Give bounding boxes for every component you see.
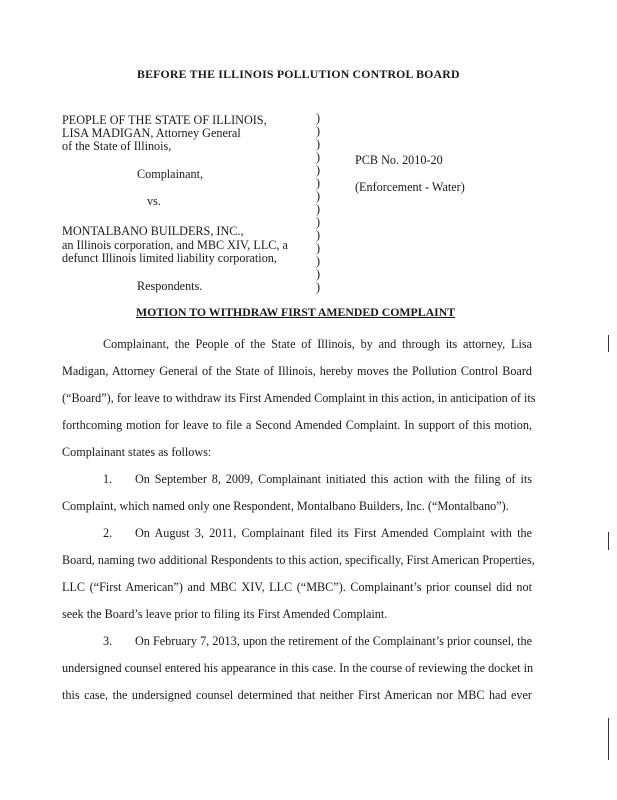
caption-bracket: ) bbox=[316, 163, 321, 177]
caption-bracket: ) bbox=[316, 241, 321, 255]
paragraph-2-line-1: On August 3, 2011, Complainant filed its First Amended Complaint with the bbox=[135, 526, 532, 540]
caption-bracket: ) bbox=[316, 111, 321, 125]
paragraph-3-line-3: this case, the undersigned counsel determined that neither First American nor MBC had ever bbox=[62, 688, 532, 702]
intro-line-4: forthcoming motion for leave to file a Second Amended Complaint. In support of this motion, bbox=[62, 418, 532, 432]
margin-revision-bar bbox=[608, 532, 609, 550]
caption-bracket: ) bbox=[316, 254, 321, 268]
paragraph-2-number: 2. bbox=[103, 526, 113, 540]
caption-bracket: ) bbox=[316, 137, 321, 151]
caption-vs: vs. bbox=[147, 194, 161, 208]
intro-line-5: Complainant states as follows: bbox=[62, 445, 212, 459]
caption-complainant-line-2: LISA MADIGAN, Attorney General bbox=[62, 126, 241, 140]
paragraph-2-line-3: LLC (“First American”) and MBC XIV, LLC (“MBC”). Complainant’s prior counsel did not bbox=[62, 580, 532, 594]
board-heading: BEFORE THE ILLINOIS POLLUTION CONTROL BOARD bbox=[137, 67, 460, 81]
intro-line-1: Complainant, the People of the State of Illinois, by and through its attorney, Lisa bbox=[103, 337, 532, 351]
caption-complainant-line-3: of the State of Illinois, bbox=[62, 139, 172, 153]
caption-bracket: ) bbox=[316, 215, 321, 229]
intro-line-2: Madigan, Attorney General of the State of Illinois, hereby moves the Pollution Control Board bbox=[62, 364, 532, 378]
caption-complainant-label: Complainant, bbox=[137, 167, 204, 181]
paragraph-1-line-2: Complaint, which named only one Respondent, Montalbano Builders, Inc. (“Montalbano”). bbox=[62, 499, 509, 513]
caption-respondent-line-1: MONTALBANO BUILDERS, INC., bbox=[62, 224, 244, 238]
paragraph-3-line-2: undersigned counsel entered his appearance in this case. In the course of reviewing the docket in bbox=[62, 661, 534, 675]
caption-bracket: ) bbox=[316, 228, 321, 242]
paragraph-1-line-1: On September 8, 2009, Complainant initiated this action with the filing of its bbox=[135, 472, 532, 486]
motion-title: MOTION TO WITHDRAW FIRST AMENDED COMPLAINT bbox=[136, 305, 456, 319]
caption-respondents-label: Respondents. bbox=[137, 279, 203, 293]
intro-line-3: (“Board”), for leave to withdraw its First Amended Complaint in this action, in anticipation of its bbox=[62, 391, 536, 405]
caption-respondent-line-3: defunct Illinois limited liability corporation, bbox=[62, 251, 277, 265]
paragraph-2-line-4: seek the Board’s leave prior to filing its First Amended Complaint. bbox=[62, 607, 388, 621]
caption-complainant-line-1: PEOPLE OF THE STATE OF ILLINOIS, bbox=[62, 113, 267, 127]
paragraph-3-number: 3. bbox=[103, 634, 113, 648]
caption-bracket: ) bbox=[316, 202, 321, 216]
caption-enforcement: (Enforcement - Water) bbox=[355, 180, 465, 194]
paragraph-3-line-1: On February 7, 2013, upon the retirement of the Complainant’s prior counsel, the bbox=[135, 634, 532, 648]
caption-bracket: ) bbox=[316, 176, 321, 190]
paragraph-1-number: 1. bbox=[103, 472, 113, 486]
margin-revision-bar bbox=[608, 335, 609, 352]
margin-revision-bar bbox=[608, 718, 609, 760]
caption-bracket: ) bbox=[316, 267, 321, 281]
caption-bracket: ) bbox=[316, 150, 321, 164]
caption-respondent-line-2: an Illinois corporation, and MBC XIV, LLC, a bbox=[62, 238, 288, 252]
caption-bracket: ) bbox=[316, 189, 321, 203]
paragraph-2-line-2: Board, naming two additional Respondents to this action, specifically, First American Properties, bbox=[62, 553, 535, 567]
caption-pcb-number: PCB No. 2010-20 bbox=[355, 153, 443, 167]
caption-bracket: ) bbox=[316, 124, 321, 138]
caption-bracket: ) bbox=[316, 280, 321, 294]
